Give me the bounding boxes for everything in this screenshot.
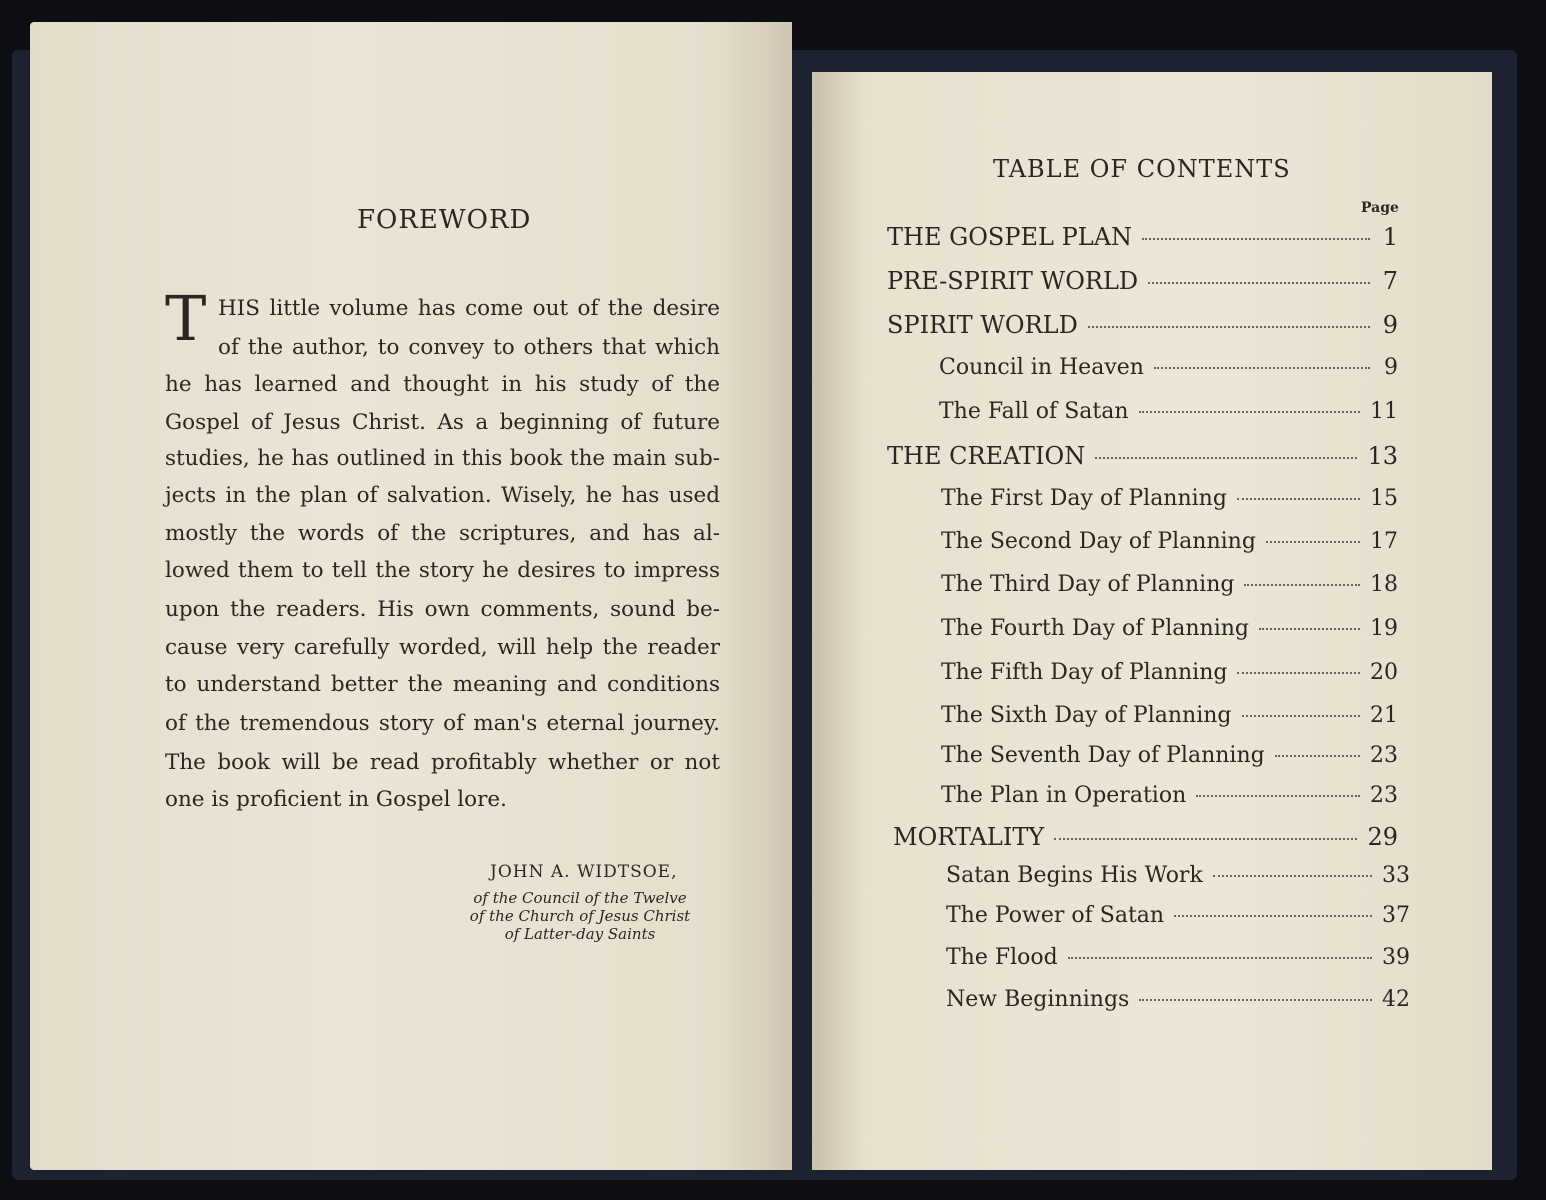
toc-entry-page: 33 <box>1382 863 1410 888</box>
dot-leader <box>1148 282 1370 284</box>
dot-leader <box>1154 367 1370 369</box>
dot-leader <box>1054 838 1357 840</box>
toc-entry-page: 15 <box>1370 486 1398 511</box>
signature-line: of the Church of Jesus Christ <box>469 907 691 925</box>
toc-entry-title: The Flood <box>946 945 1058 970</box>
foreword-line: of the tremendous story of man's eternal journey. <box>165 711 720 736</box>
toc-entry[interactable] <box>941 743 1398 768</box>
toc-entry-title: The Fall of Satan <box>939 399 1129 424</box>
toc-entry-page: 23 <box>1370 743 1398 768</box>
toc-entry-title: THE CREATION <box>887 442 1086 470</box>
toc-entry-page: 20 <box>1370 660 1398 685</box>
toc-entry-page: 7 <box>1382 267 1398 295</box>
signature-name: JOHN A. WIDTSOE, <box>490 862 678 882</box>
page-column-label: Page <box>1361 200 1399 216</box>
toc-entry-page: 21 <box>1370 703 1398 728</box>
toc-entry-title: The First Day of Planning <box>941 486 1227 511</box>
dot-leader <box>1242 715 1360 717</box>
foreword-title: FOREWORD <box>357 205 532 235</box>
foreword-line: Gospel of Jesus Christ. As a beginning of future <box>165 410 720 435</box>
toc-entry[interactable] <box>887 223 1398 251</box>
toc-entry-title: Council in Heaven <box>939 355 1144 380</box>
toc-entry-title: SPIRIT WORLD <box>887 311 1078 339</box>
foreword-line: mostly the words of the scriptures, and has al- <box>165 521 720 546</box>
toc-entry-page: 19 <box>1370 616 1398 641</box>
toc-entry-title: The Seventh Day of Planning <box>941 743 1265 768</box>
dot-leader <box>1068 957 1372 959</box>
toc-entry-title: The Sixth Day of Planning <box>941 703 1232 728</box>
toc-entry-title: The Power of Satan <box>946 903 1165 928</box>
dot-leader <box>1237 672 1360 674</box>
dot-leader <box>1142 238 1370 240</box>
dot-leader <box>1139 999 1372 1001</box>
signature-line: of the Council of the Twelve <box>473 889 687 907</box>
toc-entry-title: The Third Day of Planning <box>941 572 1235 597</box>
toc-entry[interactable] <box>941 660 1398 685</box>
toc-entry-page: 42 <box>1382 987 1410 1012</box>
toc-entry-page: 29 <box>1367 823 1398 851</box>
foreword-line: HIS little volume has come out of the desire <box>218 296 720 321</box>
toc-entry-page: 11 <box>1370 399 1398 424</box>
toc-entry-title: THE GOSPEL PLAN <box>887 223 1133 251</box>
left-page <box>30 22 792 1170</box>
toc-entry-page: 1 <box>1382 223 1398 251</box>
foreword-line: lowed them to tell the story he desires to impress <box>165 558 720 583</box>
toc-entry-title: MORTALITY <box>893 823 1045 851</box>
toc-entry-title: The Fifth Day of Planning <box>941 660 1228 685</box>
toc-entry-page: 9 <box>1382 311 1398 339</box>
toc-entry-page: 23 <box>1370 783 1398 808</box>
toc-entry[interactable] <box>887 311 1398 339</box>
toc-entry[interactable] <box>887 267 1398 295</box>
foreword-line: he has learned and thought in his study of the <box>165 372 720 397</box>
dot-leader <box>1275 755 1360 757</box>
toc-entry[interactable] <box>946 863 1410 888</box>
dot-leader <box>1095 457 1357 459</box>
toc-entry-title: PRE-SPIRIT WORLD <box>887 267 1139 295</box>
toc-entry[interactable] <box>939 355 1398 380</box>
toc-entry-page: 39 <box>1382 945 1410 970</box>
toc-entry[interactable] <box>941 616 1398 641</box>
toc-title: TABLE OF CONTENTS <box>993 155 1291 183</box>
signature-line: of Latter-day Saints <box>504 925 656 943</box>
toc-entry[interactable] <box>946 903 1410 928</box>
toc-entry-page: 37 <box>1382 903 1410 928</box>
dot-leader <box>1213 875 1372 877</box>
toc-entry[interactable] <box>941 529 1398 554</box>
toc-entry-title: The Second Day of Planning <box>941 529 1256 554</box>
toc-entry[interactable] <box>941 486 1398 511</box>
foreword-line: to understand better the meaning and conditions <box>165 672 720 697</box>
toc-entry-title: New Beginnings <box>946 987 1130 1012</box>
toc-entry-page: 13 <box>1367 442 1398 470</box>
foreword-line: one is proficient in Gospel lore. <box>165 787 507 812</box>
toc-entry-title: Satan Begins His Work <box>946 863 1203 888</box>
drop-cap: T <box>165 282 207 355</box>
dot-leader <box>1088 326 1370 328</box>
foreword-line: The book will be read profitably whether or not <box>165 750 720 775</box>
dot-leader <box>1174 915 1372 917</box>
dot-leader <box>1196 795 1360 797</box>
toc-entry[interactable] <box>941 783 1398 808</box>
toc-entry-page: 18 <box>1370 572 1398 597</box>
toc-entry-page: 17 <box>1370 529 1398 554</box>
toc-entry[interactable] <box>941 703 1398 728</box>
toc-entry[interactable] <box>887 442 1398 470</box>
foreword-line: cause very carefully worded, will help the reader <box>165 635 720 660</box>
dot-leader <box>1244 584 1360 586</box>
foreword-line: of the author, to convey to others that which <box>218 335 720 360</box>
foreword-line: upon the readers. His own comments, sound be- <box>165 597 720 622</box>
toc-entry[interactable] <box>941 572 1398 597</box>
dot-leader <box>1237 498 1360 500</box>
foreword-line: jects in the plan of salvation. Wisely, he has used <box>165 483 720 508</box>
toc-entry-title: The Plan in Operation <box>941 783 1187 808</box>
dot-leader <box>1139 411 1360 413</box>
toc-entry[interactable] <box>939 399 1398 424</box>
toc-entry[interactable] <box>946 945 1410 970</box>
toc-entry[interactable] <box>893 823 1398 851</box>
foreword-line: studies, he has outlined in this book the main sub- <box>165 446 720 471</box>
toc-entry-page: 9 <box>1384 355 1398 380</box>
toc-entry[interactable] <box>946 987 1410 1012</box>
dot-leader <box>1266 541 1360 543</box>
dot-leader <box>1259 628 1360 630</box>
toc-entry-title: The Fourth Day of Planning <box>941 616 1249 641</box>
